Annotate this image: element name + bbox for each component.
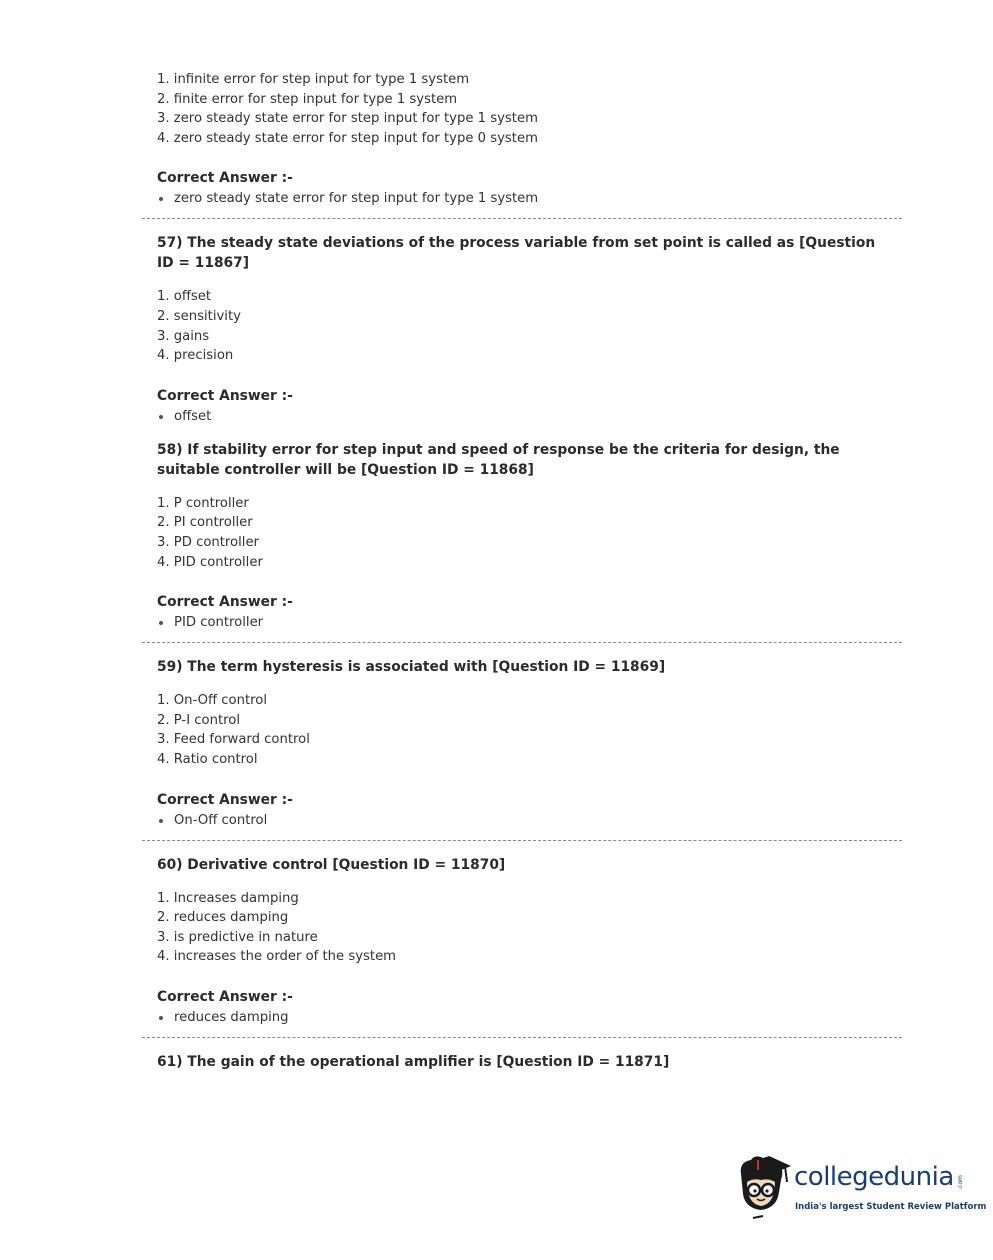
q59-option-3: 3. Feed forward control [157, 732, 310, 748]
q60-option-3: 3. is predictive in nature [157, 929, 318, 945]
q60-option-2: 2. reduces damping [157, 910, 289, 926]
q57-option-3: 3. gains [157, 328, 210, 344]
q56-option-3: 3. zero steady state error for step input for type 1 system [157, 111, 538, 127]
q57-option-4: 4. precision [157, 348, 234, 364]
q57-option-2: 2. sensitivity [157, 308, 241, 324]
logo-suffix: .com [956, 1175, 964, 1190]
q58-correct-answer-label: Correct Answer :- [157, 594, 293, 611]
q57-correct-answer [157, 406, 887, 428]
bullet-icon [159, 197, 163, 201]
q58-options [157, 494, 887, 572]
q59-correct-answer-label: Correct Answer :- [157, 791, 293, 808]
q60-correct-answer-label: Correct Answer :- [157, 988, 293, 1005]
q57-answer-text: offset [174, 408, 212, 424]
bullet-icon [159, 1016, 163, 1020]
q60-answer-text: reduces damping [174, 1009, 289, 1025]
q58-answer-text: PID controller [174, 615, 264, 631]
q56-correct-answer-label: Correct Answer :- [157, 170, 293, 187]
q58-option-1: 1. P controller [157, 495, 249, 511]
q56-option-2: 2. finite error for step input for type 1 system [157, 91, 458, 107]
q59-correct-answer [157, 810, 887, 832]
q61-question: 61) The gain of the operational amplifier is [Question ID = 11871] [157, 1053, 670, 1070]
q60-option-4: 4. increases the order of the system [157, 949, 397, 965]
q60-option-1: 1. Increases damping [157, 890, 299, 906]
q59-answer-text: On-Off control [174, 812, 268, 828]
q59-option-4: 4. Ratio control [157, 751, 258, 767]
q57-option-1: 1. offset [157, 289, 212, 305]
logo-wordmark: collegedunia [794, 1162, 954, 1192]
q58-option-4: 4. PID controller [157, 554, 263, 570]
bullet-icon [159, 621, 163, 625]
document-page [157, 70, 887, 1086]
q59-option-2: 2. P-I control [157, 712, 240, 728]
q58-option-2: 2. PI controller [157, 515, 253, 531]
collegedunia-logo [733, 1152, 987, 1224]
q58-correct-answer [157, 612, 887, 634]
q60-options [157, 889, 887, 967]
spacer [157, 428, 887, 440]
q58-option-3: 3. PD controller [157, 534, 259, 550]
q56-option-4: 4. zero steady state error for step input for type 0 system [157, 130, 538, 146]
mascot-icon [733, 1152, 793, 1222]
separator [142, 642, 902, 643]
q57-options [157, 287, 887, 365]
separator [142, 218, 902, 219]
q60-question: 60) Derivative control [Question ID = 11870] [157, 856, 506, 873]
q57-correct-answer-label: Correct Answer :- [157, 387, 293, 404]
q59-question: 59) The term hysteresis is associated with [Question ID = 11869] [157, 659, 666, 676]
separator [142, 1037, 902, 1038]
q56-options [157, 70, 887, 148]
bullet-icon [159, 415, 163, 419]
q57-question: 57) The steady state deviations of the process variable from set point is called as [Question ID = 11867] [157, 235, 876, 272]
q58-question: 58) If stability error for step input and speed of response be the criteria for design, the suitable controller will be [Question ID = 11868] [157, 441, 840, 478]
separator [142, 840, 902, 841]
q60-correct-answer [157, 1007, 887, 1029]
q56-correct-answer [157, 188, 887, 210]
logo-tagline: India's largest Student Review Platform [795, 1202, 987, 1212]
q59-options [157, 691, 887, 769]
q59-option-1: 1. On-Off control [157, 693, 268, 709]
q56-answer-text: zero steady state error for step input for type 1 system [174, 191, 539, 207]
q56-option-1: 1. infinite error for step input for type 1 system [157, 72, 470, 87]
bullet-icon [159, 819, 163, 823]
